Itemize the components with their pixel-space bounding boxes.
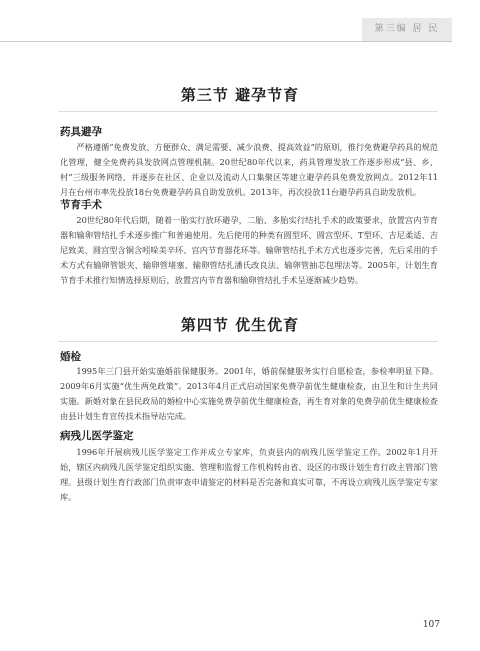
subsection-heading: 节育手术 bbox=[60, 199, 102, 211]
subsection-heading: 病残儿医学鉴定 bbox=[60, 430, 134, 442]
subsection-heading: 婚检 bbox=[60, 351, 81, 363]
section-title-rule bbox=[58, 111, 438, 112]
header-label: 第三编 居 民 bbox=[362, 18, 452, 41]
header-rule bbox=[0, 41, 452, 42]
section-title: 第四节 优生优育 bbox=[180, 316, 300, 334]
section-title: 第三节 避孕节育 bbox=[180, 86, 300, 104]
paragraph: 1996年开展病残儿医学鉴定工作并成立专家库，负责县内的病残儿医学鉴定工作。2002年1月开始，辖区内病残儿医学鉴定组织实施、管理和监督工作机构转由省、设区的市级计划生育行政主管部门管理。县级计划生育行政部门负责审查申请鉴定的材料是否完备和真实可靠，不再设立病残儿医学鉴定专家库。 bbox=[60, 447, 438, 502]
paragraph: 20世纪80年代后期，随着一胎实行放环避孕，二胎、多胎实行结扎手术的政策要求，放置宫内节育器和输卵管结扎手术逐步推广和普遍使用。先后使用的种类有圆型环、圆宫型环、T型环、吉尼柔适、吉尼致美、圆宫型含铜含吲哚美辛环、宫内节育器花环等。输卵管结扎手术方式也逐步完善，先后采用的手术方式有输卵管银夹、输卵管堵塞、输卵管结扎潘氏改良法、输卵管抽芯包埋法等。2005年，计划生育节育手术推行知情选择原则后，放置宫内节育器和输卵管结扎手术呈逐渐减少趋势。 bbox=[60, 215, 438, 285]
subsection-heading: 药具避孕 bbox=[60, 126, 102, 138]
running-header bbox=[0, 18, 480, 42]
paragraph: 严格遵循“免费发放、方便群众、满足需要、减少浪费、提高效益”的原则，推行免费避孕药具的规范化管理，健全免费药具发放网点管理机制。20世纪80年代以来，药具管理发放工作逐步形成“县、乡、村”三级服务网络，并逐步在社区、企业以及流动人口集聚区等建立避孕药具免费发放网点。2012年11月在台州市率先投放18台免费避孕药具自助发放机。2013年，再次投放11台避孕药具自助发放机。 bbox=[60, 142, 438, 197]
section-title-rule bbox=[58, 341, 438, 342]
paragraph: 1995年三门县开始实施婚前保健服务。2001年，婚前保健服务实行自愿检查，参检率明显下降。2009年6月实施“优生两免政策”。2013年4月正式启动国家免费孕前优生健康检查，由卫生和计生共同实施。新婚对象在县民政局的婚检中心实施免费孕前优生健康检查，再生育对象的免费孕前优生健康检查由县计划生育宣传技术指导站完成。 bbox=[60, 366, 438, 421]
page-number: 107 bbox=[422, 620, 440, 630]
